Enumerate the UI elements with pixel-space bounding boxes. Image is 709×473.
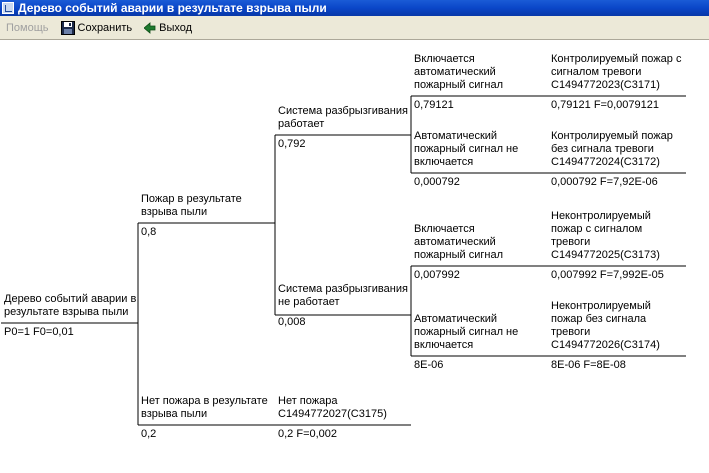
alarm-off-1-label: Автоматический пожарный сигнал не включается <box>414 130 519 168</box>
nofire-outcome-label: Нет пожара C1494772027(C3175) <box>278 395 387 420</box>
outcome-2-label: Контролируемый пожар без сигнала тревоги C1494772024(C3172) <box>551 130 673 168</box>
floppy-disk-icon <box>61 21 75 35</box>
help-button[interactable] <box>0 18 55 38</box>
app-icon <box>2 2 14 14</box>
exit-button[interactable] <box>138 18 198 38</box>
sprinkler-fail-value: 0,008 <box>278 316 306 328</box>
alarm-on-1-value: 0,79121 <box>414 99 454 111</box>
outcome-3-value: 0,007992 F=7,992E-05 <box>551 269 664 281</box>
save-label: Сохранить <box>77 21 133 34</box>
alarm-on-1-label: Включается автоматический пожарный сигнал <box>414 53 503 91</box>
exit-arrow-icon <box>144 22 156 34</box>
window-title: Дерево событий аварии в результате взрыва пыли <box>18 1 327 15</box>
nofire-event-label: Нет пожара в результате взрыва пыли <box>141 395 268 420</box>
outcome-4-label: Неконтролируемый пожар без сигнала тревоги C1494772026(C3174) <box>551 300 660 351</box>
outcome-2-value: 0,000792 F=7,92E-06 <box>551 176 658 188</box>
outcome-3-label: Неконтролируемый пожар с сигналом тревоги C1494772025(C3173) <box>551 210 660 261</box>
root-event-value: P0=1 F0=0,01 <box>4 326 74 338</box>
fire-event-label: Пожар в результате взрыва пыли <box>141 193 242 218</box>
alarm-off-2-label: Автоматический пожарный сигнал не включается <box>414 313 519 351</box>
fire-event-value: 0,8 <box>141 226 157 238</box>
alarm-on-2-label: Включается автоматический пожарный сигнал <box>414 223 503 261</box>
alarm-off-1-value: 0,000792 <box>414 176 460 188</box>
toolbar <box>0 16 709 40</box>
exit-label: Выход <box>159 21 193 34</box>
sprinkler-ok-value: 0,792 <box>278 138 306 150</box>
nofire-outcome-value: 0,2 F=0,002 <box>278 428 338 440</box>
help-label: Помощь <box>6 21 49 34</box>
title-bar <box>0 0 709 16</box>
root-event-label: Дерево событий аварии в результате взрыва пыли <box>4 293 137 318</box>
outcome-1-value: 0,79121 F=0,0079121 <box>551 99 659 111</box>
event-tree-canvas <box>0 40 709 473</box>
nofire-event-value: 0,2 <box>141 428 157 440</box>
alarm-off-2-value: 8E-06 <box>414 359 444 371</box>
outcome-4-value: 8E-06 F=8E-08 <box>551 359 626 371</box>
sprinkler-fail-label: Система разбрызгивания не работает <box>278 283 408 308</box>
alarm-on-2-value: 0,007992 <box>414 269 460 281</box>
outcome-1-label: Контролируемый пожар с сигналом тревоги C1494772023(C3171) <box>551 53 682 91</box>
sprinkler-ok-label: Система разбрызгивания работает <box>278 105 408 130</box>
save-button[interactable] <box>55 18 139 38</box>
